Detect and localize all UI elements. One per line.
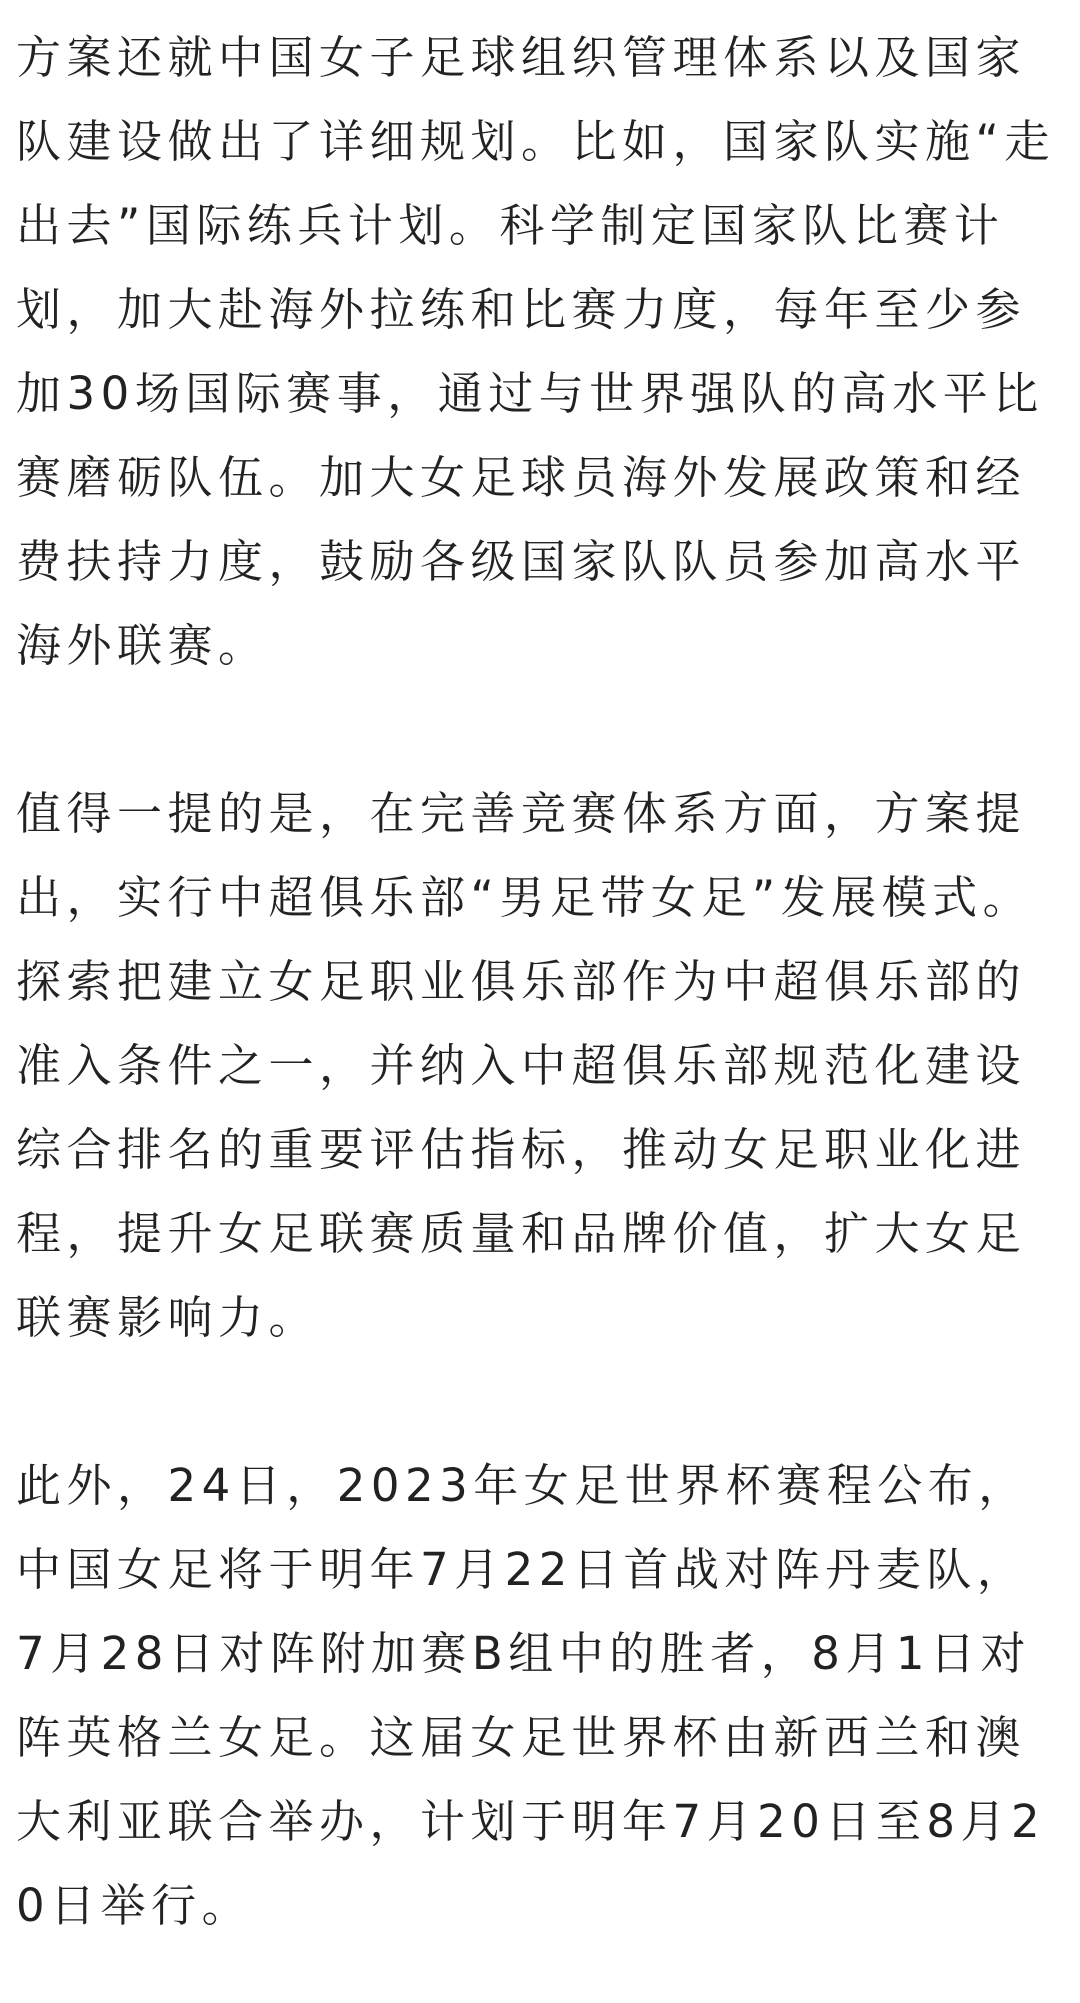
article-body: [16, 16, 1056, 1948]
article-paragraph-league-system: 值得一提的是，在完善竞赛体系方面，方案提出，实行中超俱乐部“男足带女足”发展模式。探索把建立女足职业俱乐部作为中超俱乐部的准入条件之一，并纳入中超俱乐部规范化建设综合排名的重要评估指标，推动女足职业化进程，提升女足联赛质量和品牌价值，扩大女足联赛影响力。: [16, 787, 1034, 1344]
article-paragraph-women-football-plan: 方案还就中国女子足球组织管理体系以及国家队建设做出了详细规划。比如，国家队实施“走出去”国际练兵计划。科学制定国家队比赛计划，加大赴海外拉练和比赛力度，每年至少参加30场国际赛事，通过与世界强队的高水平比赛磨砺队伍。加大女足球员海外发展政策和经费扶持力度，鼓励各级国家队队员参加高水平海外联赛。: [16, 31, 1055, 672]
article-paragraph-world-cup-schedule: 此外，24日，2023年女足世界杯赛程公布，中国女足将于明年7月22日首战对阵丹麦队，7月28日对阵附加赛B组中的胜者，8月1日对阵英格兰女足。这届女足世界杯由新西兰和澳大利亚联合举办，计划于明年7月20日至8月20日举行。: [16, 1459, 1046, 1932]
